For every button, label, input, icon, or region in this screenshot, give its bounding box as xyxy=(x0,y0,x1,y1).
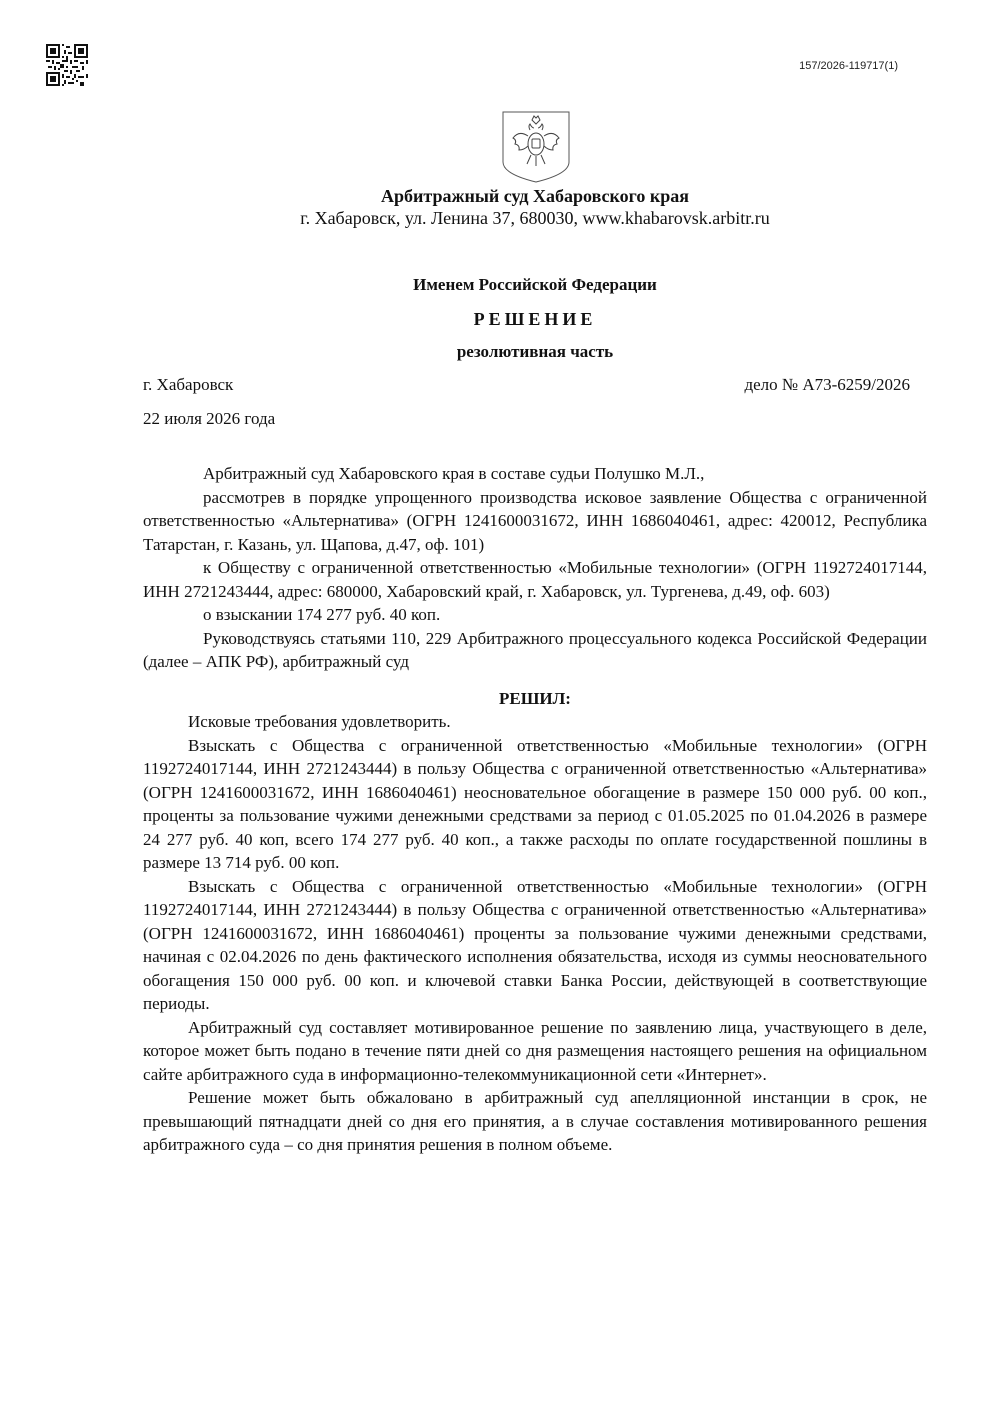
case-number: дело № А73-6259/2026 xyxy=(744,375,910,394)
decided-paragraph-1: Исковые требования удовлетворить. xyxy=(188,712,451,731)
intro-paragraph-1: Арбитражный суд Хабаровского края в составе судьи Полушко М.Л., xyxy=(203,464,705,483)
intro-paragraph-5: Руководствуясь статьями 110, 229 Арбитражного процессуального кодекса Российской Федерации (далее – АПК РФ), арбитражный суд xyxy=(143,628,927,671)
court-address: г. Хабаровск, ул. Ленина 37, 680030, www.khabarovsk.arbitr.ru xyxy=(300,208,770,228)
intro-paragraph-4: о взыскании 174 277 руб. 40 коп. xyxy=(203,605,441,624)
document-body xyxy=(143,462,927,1157)
decision-date: 22 июля 2026 года xyxy=(143,409,276,428)
decided-paragraph-5: Решение может быть обжаловано в арбитражный суд апелляционной инстанции в срок, не превышающий пятнадцати дней со дня его принятия, а в случае составления мотивированного решения арбитражного суда – со дня принятия решения в полном объеме. xyxy=(143,1088,927,1154)
qr-code-icon xyxy=(46,44,88,86)
decided-paragraph-4: Арбитражный суд составляет мотивированное решение по заявлению лица, участвующего в деле, которое может быть подано в течение пяти дней со дня размещения настоящего решения на официальном сайте арбитражного суда в информационно-телекоммуникационной сети «Интернет». xyxy=(143,1017,927,1084)
court-name: Арбитражный суд Хабаровского края xyxy=(381,186,689,206)
coat-of-arms-emblem xyxy=(501,110,571,184)
document-number: 157/2026-119717(1) xyxy=(799,60,898,72)
decided-heading: РЕШИЛ: xyxy=(499,688,571,708)
city: г. Хабаровск xyxy=(143,375,234,394)
decided-paragraph-2: Взыскать с Общества с ограниченной ответственностью «Мобильные технологии» (ОГРН 1192724017144, ИНН 2721243444) в пользу Общества с ограниченной ответственностью «Альтернатива» (ОГРН 1241600031672, ИНН 1686040461) неосновательное обогащение в размере 150 000 руб. 00 коп., проценты за пользование чужими денежными средствами за период с 01.05.2025 по 01.04.2026 в размере 24 277 руб. 40 коп, всего 174 277 руб. 40 коп., а также расходы по оплате государственной пошлины в размере 13 714 руб. 00 коп. xyxy=(143,735,927,872)
intro-paragraph-2: рассмотрев в порядке упрощенного производства исковое заявление Общества с ограниченной ответственностью «Альтернатива» (ОГРН 1241600031672, ИНН 1686040461, адрес: 420012, Республика Татарстан, г. Казань, ул. Щапова, д.47, оф. 101) xyxy=(143,487,927,554)
in-name-heading: Именем Российской Федерации xyxy=(413,275,657,294)
decision-title: РЕШЕНИЕ xyxy=(473,309,597,329)
decision-subtitle: резолютивная часть xyxy=(456,342,614,361)
intro-paragraph-3: к Обществу с ограниченной ответственностью «Мобильные технологии» (ОГРН 1192724017144, ИНН 2721243444, адрес: 680000, Хабаровский край, г. Хабаровск, ул. Тургенева, д.49, оф. 603) xyxy=(143,558,927,601)
decided-paragraph-3: Взыскать с Общества с ограниченной ответственностью «Мобильные технологии» (ОГРН 1192724017144, ИНН 2721243444) в пользу Общества с ограниченной ответственностью «Альтернатива» (ОГРН 1241600031672, ИНН 1686040461) проценты за пользование чужими денежными средствами, начиная с 02.04.2026 по день фактического исполнения обязательства, исходя из суммы неосновательного обогащения 150 000 руб. 00 коп. и ключевой ставки Банка России, действующей в соответствующие периоды. xyxy=(143,876,927,1013)
